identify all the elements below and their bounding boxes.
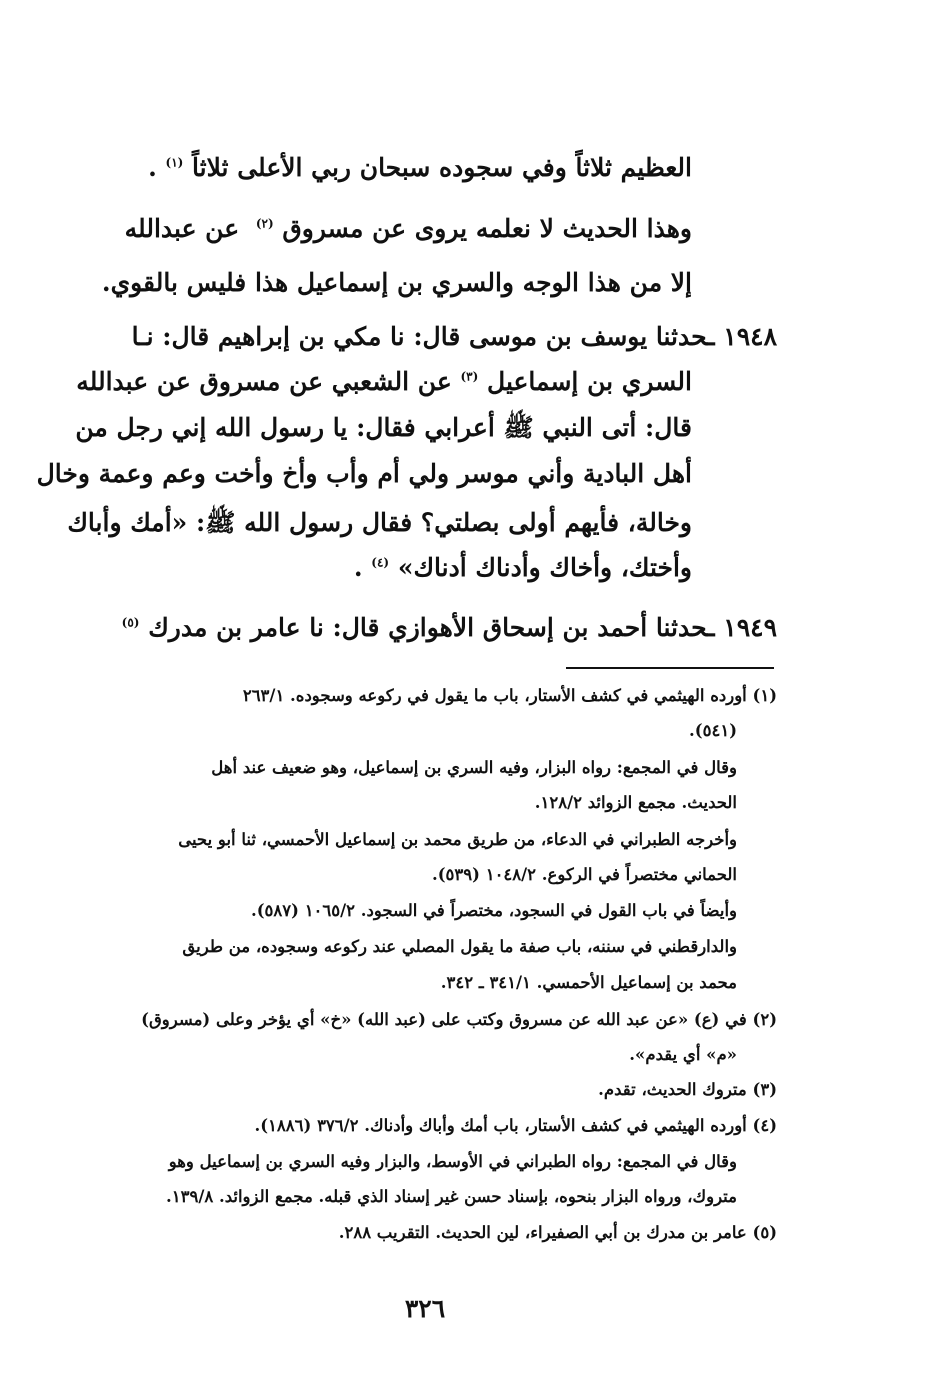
footnote-1-text-4: الحديث. مجمع الزوائد ١٢٨/٢. <box>534 793 737 812</box>
commentary-line-1 <box>125 211 692 247</box>
footnote-1-line-3 <box>211 753 737 783</box>
footnote-2-text-2: «م» أي يقدم». <box>629 1045 737 1064</box>
footnote-4-text-1: (٤) أورده الهيثمي في كشف الأستار، باب أمك وأباك وأدناك. ٣٧٦/٢ (١٨٨٦). <box>254 1116 777 1135</box>
footnote-1-line-1 <box>243 681 777 711</box>
footnote-4-line-2 <box>169 1147 737 1177</box>
commentary-text-2: إلا من هذا الوجه والسري بن إسماعيل هذا فليس بالقوي. <box>101 268 692 297</box>
hadith-1948-text-1: حدثنا يوسف بن موسى قال: نا مكي بن إبراهيم قال: نـا <box>131 322 708 351</box>
footnote-separator <box>566 667 774 669</box>
footnote-4-line-3 <box>166 1182 737 1212</box>
footnote-1-line-6 <box>432 860 737 890</box>
footnote-1-text-1: (١) أورده الهيثمي في كشف الأستار، باب ما يقول في ركوعه وسجوده. ٢٦٣/١ <box>242 686 777 705</box>
footnote-1-text-7: وأيضاً في باب القول في السجود، مختصراً في السجود. ١٠٦٥/٢ (٥٨٧). <box>250 901 737 920</box>
hadith-1948-text-6a: وأختك، وأخاك وأدناك أدناك» <box>397 553 692 582</box>
footnote-1-line-9 <box>441 968 737 998</box>
hadith-1948-text-3: قال: أتى النبي ﷺ أعرابي فقال: يا رسول الله إني رجل من <box>75 413 692 442</box>
hadith-1948-line-1 <box>132 319 777 355</box>
hadith-1948-text-6b: . <box>353 553 363 582</box>
hadith-1948-line-6 <box>354 550 692 586</box>
hadith-1948-line-2 <box>76 364 692 400</box>
footnote-1-text-6: الحماني مختصراً في الركوع. ١٠٤٨/٢ (٥٣٩). <box>431 865 737 884</box>
hadith-1948-line-4 <box>37 456 692 492</box>
hadith-1948-line-3 <box>75 410 692 446</box>
footnote-4-text-2: وقال في المجمع: رواه الطبراني في الأوسط، والبزار وفيه السري بن إسماعيل وهو <box>168 1152 737 1171</box>
footnote-1-line-5 <box>178 825 737 855</box>
footnote-1-line-2 <box>689 716 737 746</box>
hadith-1948-line-5 <box>67 505 692 541</box>
hadith-1949-line-1 <box>122 610 777 646</box>
footnote-1-line-8 <box>182 932 737 962</box>
hadith-1949-number: ١٩٤٩ ـ <box>707 613 777 642</box>
continuation-line <box>148 150 692 186</box>
hadith-1949-text: حدثنا أحمد بن إسحاق الأهوازي قال: نا عامر بن مدرك <box>148 613 708 642</box>
footnote-5-text-1: (٥) عامر بن مدرك بن أبي الصفيراء، لين الحديث. التقريب ٢٨٨. <box>338 1223 777 1242</box>
continuation-text: العظيم ثلاثاً وفي سجوده سبحان ربي الأعلى ثلاثاً <box>192 153 692 182</box>
footnote-3-text-1: (٣) متروك الحديث، تقدم. <box>598 1080 777 1099</box>
footnote-1-text-9: محمد بن إسماعيل الأحمسي. ٣٤١/١ ـ ٣٤٢. <box>440 973 737 992</box>
footnote-1-line-7 <box>251 896 737 926</box>
footnote-1-text-5: وأخرجه الطبراني في الدعاء، من طريق محمد بن إسماعيل الأحمسي، ثنا أبو يحيى <box>178 830 737 849</box>
footnote-ref-5: (٥) <box>121 615 140 630</box>
footnote-2-line-1 <box>141 1005 777 1035</box>
footnote-ref-2: (٢) <box>255 216 274 231</box>
footnote-5-line-1 <box>339 1218 777 1248</box>
commentary-text-a: وهذا الحديث لا نعلمه يروى عن مسروق <box>282 214 692 243</box>
page-number: ٣٢٦ <box>404 1294 446 1323</box>
footnote-1-text-3: وقال في المجمع: رواه البزار، وفيه السري بن إسماعيل، وهو ضعيف عند أهل <box>211 758 737 777</box>
commentary-line-2 <box>102 265 692 301</box>
footnote-1-text-2: (٥٤١). <box>689 721 737 740</box>
hadith-1948-text-2b: عن الشعبي عن مسروق عن عبدالله <box>76 367 452 396</box>
hadith-1948-number: ١٩٤٨ ـ <box>707 322 777 351</box>
continuation-period: . <box>148 153 157 182</box>
commentary-text-b: عن عبدالله <box>124 214 240 243</box>
hadith-1948-text-2a: السري بن إسماعيل <box>487 367 692 396</box>
footnote-2-text-1: (٢) في (ع) «عن عبد الله عن مسروق وكتب على (عبد الله) «خ» أي يؤخر وعلى (مسروق) <box>141 1010 777 1029</box>
footnote-1-text-8: والدارقطني في سننه، باب صفة ما يقول المصلي عند ركوعه وسجوده، من طريق <box>182 937 737 956</box>
footnote-3-line-1 <box>598 1075 777 1105</box>
hadith-1948-text-4: أهل البادية وأني موسر ولي أم وأب وأخ وأخت وعم وعمة وخال <box>36 459 692 488</box>
footnote-ref-3: (٣) <box>460 369 479 384</box>
footnote-ref-1: (١) <box>165 155 184 170</box>
footnote-2-line-2 <box>629 1040 737 1070</box>
footnote-1-line-4 <box>535 788 737 818</box>
footnote-4-line-1 <box>254 1111 777 1141</box>
footnote-ref-4: (٤) <box>371 555 390 570</box>
hadith-1948-text-5: وخالة، فأيهم أولى بصلتي؟ فقال رسول الله ﷺ: «أمك وأباك <box>67 508 692 537</box>
footnote-4-text-3: متروك، ورواه البزار بنحوه، بإسناد حسن غير إسناد الذي قبله. مجمع الزوائد. ١٣٩/٨. <box>165 1187 737 1206</box>
